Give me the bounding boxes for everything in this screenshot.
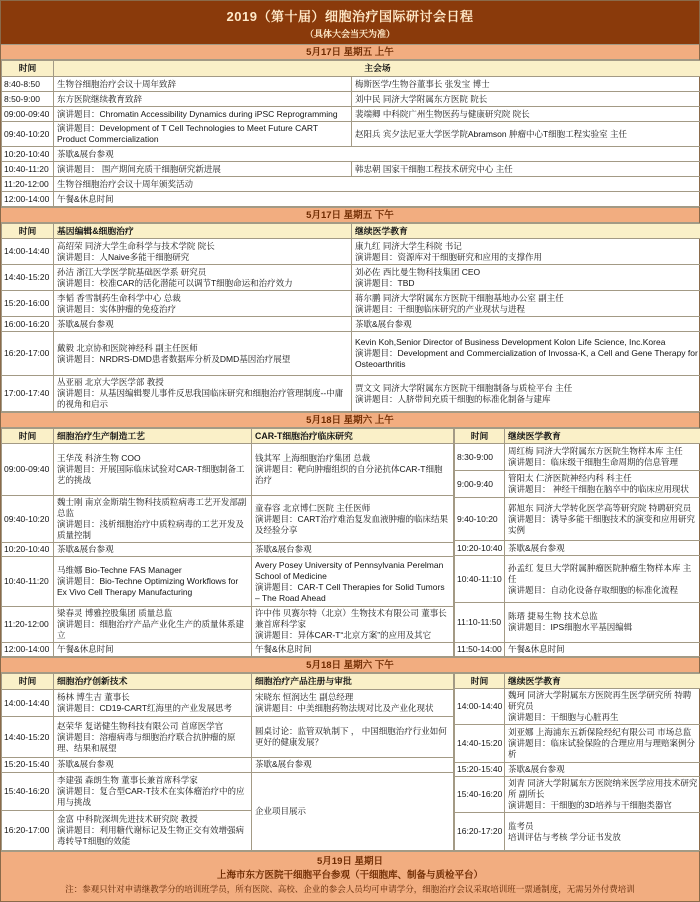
topic-line: 演讲题目：干细胞临床研究的产业现状与进程 xyxy=(355,304,698,315)
topic-line: 演讲题目：开展国际临床试验对CAR-T细胞制备工艺的挑战 xyxy=(57,464,248,486)
topic-line: 演讲题目：干细胞与心脏再生 xyxy=(508,712,699,723)
speaker-line: 监考员 xyxy=(508,821,699,832)
session-cell xyxy=(505,444,700,471)
speaker-line: Kevin Koh,Senior Director of Business Development Kolon Life Science, Inc.Korea xyxy=(355,337,698,348)
break-cell: 茶歇&展台参观 xyxy=(54,543,252,557)
col-header-innovation: 细胞治疗创新技术 xyxy=(54,674,252,690)
topic-line: 演讲题目：CD19-CART红海里的产业发展思考 xyxy=(57,703,248,714)
topic-line: 演讲题目：实体肿瘤的免疫治疗 xyxy=(57,304,348,315)
table-row xyxy=(2,147,700,162)
topic-line: 演讲题目：异体CAR-T“北京方案”的应用及其它 xyxy=(255,630,450,641)
speaker-line: 蒋尔鹏 同济大学附属东方医院干细胞基地办公室 副主任 xyxy=(355,293,698,304)
table-row xyxy=(455,471,700,498)
table-row xyxy=(2,192,700,207)
award-cell: 生物谷细胞治疗会议十周年颁奖活动 xyxy=(54,177,700,192)
table-row xyxy=(2,772,454,810)
col-header-cme: 继续医学教育 xyxy=(352,224,700,239)
table-may18-am-left xyxy=(1,428,454,657)
speaker-line: 金富 中科院深圳先进技术研究院 教授 xyxy=(57,814,248,825)
exhibit-cell: 企业项目展示 xyxy=(252,772,454,850)
table-row xyxy=(455,642,700,656)
speaker-line: 丛亚丽 北京大学医学部 教授 xyxy=(57,377,348,388)
col-header-main-hall: 主会场 xyxy=(54,61,700,77)
topic-line: 演讲题目：CAR-T Cell Therapies for Solid Tumors – The Road Ahead xyxy=(255,582,450,604)
time-cell: 09:00-09:40 xyxy=(2,107,54,122)
topic-line: 演讲题目：浅析细胞治疗中质粒病毒的工艺开发及质量控制 xyxy=(57,519,248,541)
speaker-line: 高绍荣 同济大学生命科学与技术学院 院长 xyxy=(57,241,348,252)
time-cell: 17:00-17:40 xyxy=(2,376,54,412)
speaker-line: 戴毅 北京协和医院神经科 副主任医师 xyxy=(57,343,348,354)
footer-tour: 上海市东方医院干细胞平台参观（干细胞库、制备与质检平台） xyxy=(7,869,693,883)
topic-line: 演讲题目：Development and Commercialization of Invossa-K, a Cell and Gene Therapy for Osteoarthritis xyxy=(355,348,698,370)
topic-line: 演讲题目：IPS细胞水平基因编辑 xyxy=(508,622,699,633)
session-cell xyxy=(54,810,252,850)
session-cell: 东方医院继续教育致辞 xyxy=(54,92,352,107)
table-row xyxy=(2,643,454,657)
table-row xyxy=(2,444,454,496)
topic-line: 培训评估与考核 学分证书发放 xyxy=(508,832,699,843)
break-cell: 茶歇&展台参观 xyxy=(352,317,700,332)
time-cell: 14:40-15:20 xyxy=(2,717,54,757)
time-cell: 14:40-15:20 xyxy=(455,725,505,763)
time-cell: 16:00-16:20 xyxy=(2,317,54,332)
lunch-cell: 午餐&休息时间 xyxy=(54,643,252,657)
speaker-line: 梁春灵 博雅控股集团 质量总监 xyxy=(57,608,248,619)
time-cell: 15:40-16:20 xyxy=(2,772,54,810)
col-header-time: 时间 xyxy=(455,674,505,689)
may18-am-grid xyxy=(1,428,699,657)
time-cell: 10:40-11:10 xyxy=(455,555,505,602)
table-may17-pm xyxy=(1,223,700,412)
lunch-cell: 午餐&休息时间 xyxy=(505,642,700,656)
session-cell: 生物谷细胞治疗会议十周年致辞 xyxy=(54,77,352,92)
session-cell xyxy=(54,444,252,496)
speaker-line: 王华茂 科济生物 COO xyxy=(57,453,248,464)
section-bar-may17-pm: 5月17日 星期五 下午 xyxy=(1,207,699,223)
topic-line: 演讲题目：资源库对干细胞研究和应用的支撑作用 xyxy=(355,252,698,263)
time-cell: 10:40-11:20 xyxy=(2,557,54,607)
col-header-cme: 继续医学教育 xyxy=(505,674,700,689)
time-cell: 9:40-10:20 xyxy=(455,498,505,541)
break-cell: 茶歇&展台参观 xyxy=(252,543,454,557)
topic-line: 演讲题目：人脐带间充质干细胞的标准化制备与建库 xyxy=(355,394,698,405)
speaker-line: 周红梅 同济大学附属东方医院生物样本库 主任 xyxy=(508,446,699,457)
time-cell: 09:40-10:20 xyxy=(2,496,54,543)
time-cell: 14:00-14:40 xyxy=(2,239,54,265)
time-cell: 9:00-9:40 xyxy=(455,471,505,498)
table-row xyxy=(2,496,454,543)
topic-line: 演讲题目：靶向肿瘤组织的自分泌抗体CAR-T细胞治疗 xyxy=(255,464,450,486)
topic-line: 演讲题目：干细胞的3D培养与干细胞类器官 xyxy=(508,800,699,811)
table-row xyxy=(455,689,700,725)
break-cell: 茶歇&展台参观 xyxy=(505,541,700,555)
table-row xyxy=(2,92,700,107)
topic-line: 演讲题目：NRDRS-DMD患者数据库分析及DMD基因治疗展望 xyxy=(57,354,348,365)
col-header-time: 时间 xyxy=(455,429,505,444)
speaker-line: 宋晓东 恒润达生 副总经理 xyxy=(255,692,450,703)
topic-line: 演讲题目：中美细胞药物法规对比及产业化现状 xyxy=(255,703,450,714)
session-cell xyxy=(54,772,252,810)
page-title: 2019（第十届）细胞治疗国际研讨会日程 xyxy=(3,6,697,25)
speaker-line: 魏珂 同济大学附属东方医院再生医学研究所 特聘研究员 xyxy=(508,690,699,712)
time-cell: 16:20-17:00 xyxy=(2,332,54,376)
table-row xyxy=(2,376,700,412)
session-cell xyxy=(54,557,252,607)
speaker-line: Avery Posey University of Pennsylvania Perelman School of Medicine xyxy=(255,560,450,582)
time-cell: 10:20-10:40 xyxy=(2,147,54,162)
topic-line: 演讲题目：校准CAR的活化潜能可以调节T细胞命运和治疗效力 xyxy=(57,278,348,289)
speaker-line: 李建强 森朗生物 董事长兼首席科学家 xyxy=(57,775,248,786)
session-cell xyxy=(54,332,352,376)
topic-line: 演讲题目：CART治疗难治复发血液肿瘤的临床结果及经验分享 xyxy=(255,514,450,536)
table-row xyxy=(2,607,454,643)
speaker-line: 马维娜 Bio-Techne FAS Manager xyxy=(57,565,248,576)
speaker-line: 管阳太 仁济医院神经内科 科主任 xyxy=(508,473,699,484)
break-cell: 茶歇&展台参观 xyxy=(252,757,454,772)
session-cell xyxy=(505,777,700,813)
table-row xyxy=(455,763,700,777)
topic-line: 演讲题目：Bio-Techne Optimizing Workflows for Ex Vivo Cell Therapy Manufacturing xyxy=(57,576,248,598)
time-cell: 12:00-14:00 xyxy=(2,192,54,207)
session-cell: 演讲题目： 围产期间充质干细胞研究新进展 xyxy=(54,162,352,177)
table-may18-pm-right xyxy=(454,673,700,851)
topic-line: 演讲题目：复合型CAR-T技术在实体瘤治疗中的应用与挑战 xyxy=(57,786,248,808)
time-cell: 11:10-11:50 xyxy=(455,603,505,642)
topic-line: 演讲题目：临床级干细胞生命周期的信息管理 xyxy=(508,457,699,468)
table-row xyxy=(2,557,454,607)
speaker-cell: 韩忠朝 国家干细胞工程技术研究中心 主任 xyxy=(352,162,700,177)
may18-pm-grid xyxy=(1,673,699,851)
speaker-cell: 赵阳兵 宾夕法尼亚大学医学院Abramson 肿瘤中心T细胞工程实验室 主任 xyxy=(352,122,700,147)
time-cell: 12:00-14:00 xyxy=(2,643,54,657)
session-cell xyxy=(252,444,454,496)
speaker-line: 魏士刚 南京金斯瑞生物科技质粒病毒工艺开发部副总监 xyxy=(57,497,248,519)
table-row xyxy=(455,603,700,642)
table-row xyxy=(2,107,700,122)
time-cell: 8:50-9:00 xyxy=(2,92,54,107)
roundtable-cell: 圆桌讨论：监管双轨制下 ， 中国细胞治疗行业如何更好的健康发展？ xyxy=(252,717,454,757)
time-cell: 10:20-10:40 xyxy=(2,543,54,557)
footer-may19 xyxy=(1,851,699,901)
time-cell: 09:00-09:40 xyxy=(2,444,54,496)
speaker-cell: 裴端卿 中科院广州生物医药与健康研究院 院长 xyxy=(352,107,700,122)
col-header-time: 时间 xyxy=(2,429,54,444)
speaker-line: 钱其军 上海细胞治疗集团 总裁 xyxy=(255,453,450,464)
speaker-cell: 梅斯医学/生物谷董事长 张发宝 博士 xyxy=(352,77,700,92)
session-cell xyxy=(352,239,700,265)
col-header-registration: 细胞治疗产品注册与审批 xyxy=(252,674,454,690)
table-row xyxy=(2,717,454,757)
table-row xyxy=(455,498,700,541)
speaker-line: 郭旭东 同济大学转化医学高等研究院 特聘研究员 xyxy=(508,503,699,514)
session-cell: 演讲题目：Development of T Cell Technologies to Meet Future CART Product Commercialization xyxy=(54,122,352,147)
session-cell xyxy=(252,496,454,543)
table-row xyxy=(455,555,700,602)
session-cell xyxy=(54,239,352,265)
time-cell: 14:00-14:40 xyxy=(455,689,505,725)
session-cell xyxy=(505,498,700,541)
topic-line: 演讲题目：溶瘤病毒与细胞治疗联合抗肿瘤的原理、结果和展望 xyxy=(57,732,248,754)
table-row xyxy=(2,122,700,147)
time-cell: 14:00-14:40 xyxy=(2,689,54,717)
table-may18-pm-left xyxy=(1,673,454,851)
speaker-line: 赵荣华 复诺健生物科技有限公司 首席医学官 xyxy=(57,721,248,732)
session-cell xyxy=(505,555,700,602)
table-row xyxy=(2,757,454,772)
col-header-manufacturing: 细胞治疗生产制造工艺 xyxy=(54,429,252,444)
session-cell xyxy=(54,689,252,717)
time-cell: 10:40-11:20 xyxy=(2,162,54,177)
speaker-line: 刘青 同济大学附属东方医院纳米医学应用技术研究所 副所长 xyxy=(508,778,699,800)
footer-date: 5月19日 星期日 xyxy=(7,855,693,869)
break-cell: 茶歇&展台参观 xyxy=(54,757,252,772)
time-cell: 16:20-17:20 xyxy=(455,813,505,851)
col-header-cme: 继续医学教育 xyxy=(505,429,700,444)
col-header-time: 时间 xyxy=(2,61,54,77)
speaker-line: 贾文文 同济大学附属东方医院干细胞制备与质检平台 主任 xyxy=(355,383,698,394)
table-may18-am-right xyxy=(454,428,700,657)
table-row xyxy=(2,689,454,717)
time-cell: 11:20-12:00 xyxy=(2,607,54,643)
topic-line: 演讲题目：诱导多能干细胞技术的演变和应用研究实例 xyxy=(508,514,699,536)
table-may17-am xyxy=(1,60,700,207)
table-row xyxy=(455,725,700,763)
topic-line: 演讲题目： 神经干细胞在脑卒中的临床应用现状 xyxy=(508,484,699,495)
col-header-gene-editing: 基因编辑&细胞治疗 xyxy=(54,224,352,239)
session-cell xyxy=(252,557,454,607)
topic-line: 演讲题目：临床试验保险的合理应用与理赔案例分析 xyxy=(508,738,699,760)
break-cell: 茶歇&展台参观 xyxy=(505,763,700,777)
speaker-line: 孙孟红 复旦大学附属肿瘤医院肿瘤生物样本库 主任 xyxy=(508,563,699,585)
footer-note: 注：参观只针对申请继教学分的培训班学员，所有医院、高校、企业的参会人员均可申请学分，细胞治疗会议采取培训班一票通制度，无需另外付费培训 xyxy=(7,883,693,896)
speaker-line: 刘必佐 西比曼生物科技集团 CEO xyxy=(355,267,698,278)
table-row xyxy=(2,317,700,332)
session-cell xyxy=(505,689,700,725)
time-cell: 11:50-14:00 xyxy=(455,642,505,656)
table-row xyxy=(2,177,700,192)
table-row xyxy=(2,291,700,317)
lunch-cell: 午餐&休息时间 xyxy=(252,643,454,657)
time-cell: 8:40-8:50 xyxy=(2,77,54,92)
time-cell: 8:30-9:00 xyxy=(455,444,505,471)
speaker-line: 童春容 北京博仁医院 主任医师 xyxy=(255,503,450,514)
section-bar-may17-am: 5月17日 星期五 上午 xyxy=(1,44,699,60)
table-row xyxy=(2,162,700,177)
time-cell: 10:20-10:40 xyxy=(455,541,505,555)
lunch-cell: 午餐&休息时间 xyxy=(54,192,700,207)
col-header-time: 时间 xyxy=(2,674,54,690)
time-cell: 09:40-10:20 xyxy=(2,122,54,147)
session-cell xyxy=(252,607,454,643)
speaker-line: 刘亚娜 上海浦东五新保险经纪有限公司 市场总监 xyxy=(508,727,699,738)
topic-line: 演讲题目：细胞治疗产品产业化生产的质量体系建立 xyxy=(57,619,248,641)
table-row xyxy=(455,444,700,471)
table-row xyxy=(2,77,700,92)
time-cell: 15:20-16:00 xyxy=(2,291,54,317)
session-cell xyxy=(352,332,700,376)
speaker-line: 许中伟 贝赛尔特（北京）生物技术有限公司 董事长兼首席科学家 xyxy=(255,608,450,630)
session-cell xyxy=(54,265,352,291)
speaker-line: 李韬 香雪制药生命科学中心 总裁 xyxy=(57,293,348,304)
section-bar-may18-am: 5月18日 星期六 上午 xyxy=(1,412,699,428)
topic-line: 演讲题目：人Naive多能干细胞研究 xyxy=(57,252,348,263)
session-cell xyxy=(505,603,700,642)
time-cell: 15:40-16:20 xyxy=(455,777,505,813)
time-cell: 14:40-15:20 xyxy=(2,265,54,291)
topic-line: 演讲题目：从基因编辑婴儿事件反思我国临床研究和细胞治疗管理制度--中庸的视角和启示 xyxy=(57,388,348,410)
table-row xyxy=(455,541,700,555)
speaker-cell: 刘中民 同济大学附属东方医院 院长 xyxy=(352,92,700,107)
session-cell xyxy=(54,607,252,643)
table-row xyxy=(2,332,700,376)
title-bar xyxy=(1,1,699,44)
session-cell xyxy=(54,717,252,757)
speaker-line: 孙洁 浙江大学医学院基础医学系 研究员 xyxy=(57,267,348,278)
table-row xyxy=(2,543,454,557)
session-cell xyxy=(252,689,454,717)
table-row xyxy=(2,239,700,265)
table-row xyxy=(455,777,700,813)
page-subtitle: （具体大会当天为准） xyxy=(3,27,697,40)
topic-line: 演讲题目：TBD xyxy=(355,278,698,289)
time-cell: 16:20-17:00 xyxy=(2,810,54,850)
speaker-line: 康九红 同济大学生科院 书记 xyxy=(355,241,698,252)
session-cell xyxy=(505,725,700,763)
session-cell xyxy=(54,376,352,412)
time-cell: 11:20-12:00 xyxy=(2,177,54,192)
section-bar-may18-pm: 5月18日 星期六 下午 xyxy=(1,657,699,673)
time-cell: 15:20-15:40 xyxy=(2,757,54,772)
break-cell: 茶歇&展台参观 xyxy=(54,147,700,162)
speaker-line: 陈瑨 捷易生物 技术总监 xyxy=(508,611,699,622)
topic-line: 演讲题目：自动化设备存取细胞的标准化流程 xyxy=(508,585,699,596)
col-header-cart-clinical: CAR-T细胞治疗临床研究 xyxy=(252,429,454,444)
speaker-line: 杨林 博生吉 董事长 xyxy=(57,692,248,703)
break-cell: 茶歇&展台参观 xyxy=(54,317,352,332)
session-cell: 演讲题目：Chromatin Accessibility Dynamics during iPSC Reprogramming xyxy=(54,107,352,122)
session-cell xyxy=(352,265,700,291)
table-row xyxy=(2,265,700,291)
session-cell xyxy=(505,471,700,498)
session-cell xyxy=(54,496,252,543)
col-header-time: 时间 xyxy=(2,224,54,239)
session-cell xyxy=(54,291,352,317)
session-cell xyxy=(352,376,700,412)
time-cell: 15:20-15:40 xyxy=(455,763,505,777)
session-cell xyxy=(352,291,700,317)
topic-line: 演讲题目：利用糖代谢标记及生物正交有效增强病毒转导T细胞的效能 xyxy=(57,825,248,847)
